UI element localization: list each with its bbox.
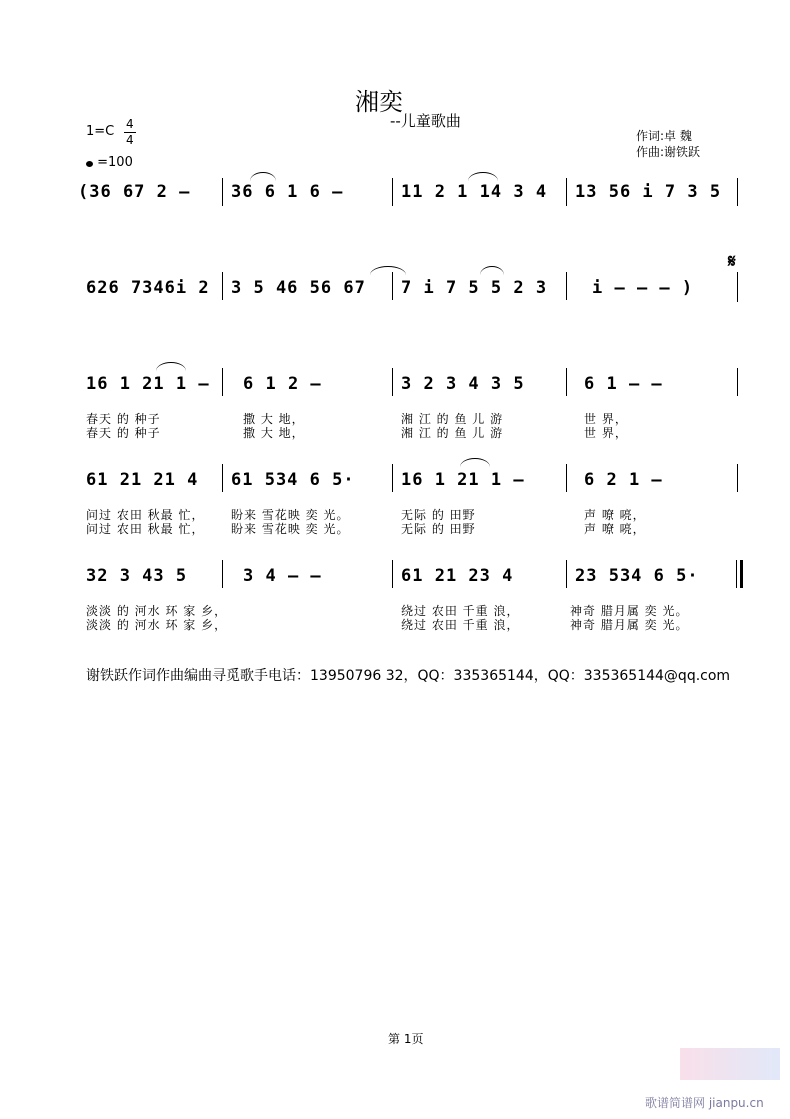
- measure: 61 21 21 4: [86, 470, 199, 490]
- lyric-line-1: 世 界，: [584, 412, 628, 426]
- watermark-text: 歌谱简谱网 jianpu.cn: [645, 1096, 764, 1110]
- song-title: 湘奕: [355, 88, 403, 116]
- bar-line: [392, 560, 393, 588]
- bar-line: [737, 368, 738, 396]
- measure: 61 21 23 4: [401, 566, 514, 586]
- measure: 61 534 6 5·: [231, 470, 355, 490]
- tempo-value: =100: [97, 155, 133, 170]
- lyric-line-2: 撒 大 地，: [243, 426, 305, 440]
- lyric-line-2: 湘 江 的 鱼 儿 游: [401, 426, 504, 440]
- slur: [156, 362, 186, 371]
- bar-line: [222, 272, 223, 300]
- bar-line: [737, 464, 738, 492]
- bar-line: [222, 368, 223, 396]
- measure: 626 7346i 2: [86, 278, 210, 298]
- measure: 7 i 7 5 5 2 3: [401, 278, 548, 298]
- tempo-marking: [86, 155, 133, 170]
- slur: [250, 172, 276, 181]
- key-signature: 1=C: [86, 124, 115, 139]
- page-number: 第 1页: [388, 1032, 424, 1046]
- bar-line: [566, 368, 567, 396]
- measure: 3 2 3 4 3 5: [401, 374, 525, 394]
- lyric-line-2: 无际 的 田野: [401, 522, 476, 536]
- bar-line: [392, 178, 393, 206]
- lyric-line-1: 声 嘹 喨，: [584, 508, 646, 522]
- bar-line: [737, 272, 738, 302]
- measure: 3 5 46 56 67: [231, 278, 366, 298]
- lyric-line-2: 淡淡 的 河水 环 家 乡，: [86, 618, 228, 632]
- time-signature: [124, 117, 136, 148]
- lyric-line-1: 神奇 腊月属 奕 光。: [570, 604, 689, 618]
- bar-line: [222, 178, 223, 206]
- measure: 6 1 2 –: [243, 374, 322, 394]
- lyric-line-2: 声 嘹 喨，: [584, 522, 646, 536]
- measure: 23 534 6 5·: [575, 566, 699, 586]
- lyric-line-1: 无际 的 田野: [401, 508, 476, 522]
- lyric-line-1: 盼来 雪花映 奕 光。: [231, 508, 350, 522]
- measure: 16 1 21 1 –: [86, 374, 210, 394]
- measure: i – – – ): [592, 278, 694, 298]
- bar-line: [566, 272, 567, 300]
- bar-line: [737, 178, 738, 206]
- watermark-logo: [680, 1048, 780, 1080]
- composer: 作曲:谢铁跃: [636, 145, 701, 159]
- lyric-line-1: 问过 农田 秋最 忙，: [86, 508, 205, 522]
- song-subtitle: --儿童歌曲: [390, 112, 461, 130]
- lyric-line-1: 绕过 农田 千重 浪，: [401, 604, 520, 618]
- bar-line: [222, 560, 223, 588]
- lyric-line-1: 湘 江 的 鱼 儿 游: [401, 412, 504, 426]
- bar-line: [392, 368, 393, 396]
- contact-info: 谢铁跃作词作曲编曲寻觅歌手电话：13950796 32，QQ：335365144，QQ：335365144@qq.com: [86, 668, 731, 684]
- bar-line: [222, 464, 223, 492]
- lyric-line-1: 撒 大 地，: [243, 412, 305, 426]
- bar-line: [566, 178, 567, 206]
- lyric-line-2: 神奇 腊月属 奕 光。: [570, 618, 689, 632]
- bar-line: [566, 560, 567, 588]
- lyric-line-1: 春天 的 种子: [86, 412, 161, 426]
- segno-icon: 𝄋: [728, 251, 736, 272]
- measure: (36 67 2 –: [78, 182, 191, 202]
- time-signature-bottom: 4: [126, 133, 134, 147]
- slur: [370, 266, 406, 275]
- lyric-line-2: 春天 的 种子: [86, 426, 161, 440]
- slur: [480, 266, 504, 275]
- slur: [460, 458, 490, 467]
- lyric-line-2: 盼来 雪花映 奕 光。: [231, 522, 350, 536]
- credits: [636, 128, 700, 160]
- measure: 6 1 – –: [584, 374, 663, 394]
- measure: 11 2 1 14 3 4: [401, 182, 548, 202]
- lyric-line-2: 绕过 农田 千重 浪，: [401, 618, 520, 632]
- time-signature-top: 4: [126, 117, 134, 131]
- measure: 3 4 – –: [243, 566, 322, 586]
- bar-line: [392, 272, 393, 300]
- measure: 32 3 43 5: [86, 566, 188, 586]
- quarter-note-icon: [86, 161, 93, 167]
- measure: 36 6 1 6 –: [231, 182, 344, 202]
- lyric-line-1: 淡淡 的 河水 环 家 乡，: [86, 604, 228, 618]
- measure: 13 56 i 7 3 5: [575, 182, 722, 202]
- lyric-line-2: 世 界，: [584, 426, 628, 440]
- measure: 6 2 1 –: [584, 470, 663, 490]
- bar-line: [566, 464, 567, 492]
- measure: 16 1 21 1 –: [401, 470, 525, 490]
- slur: [468, 172, 498, 181]
- lyricist: 作词:卓 魏: [636, 129, 692, 143]
- end-repeat-bar: [736, 560, 743, 588]
- bar-line: [392, 464, 393, 492]
- lyric-line-2: 问过 农田 秋最 忙，: [86, 522, 205, 536]
